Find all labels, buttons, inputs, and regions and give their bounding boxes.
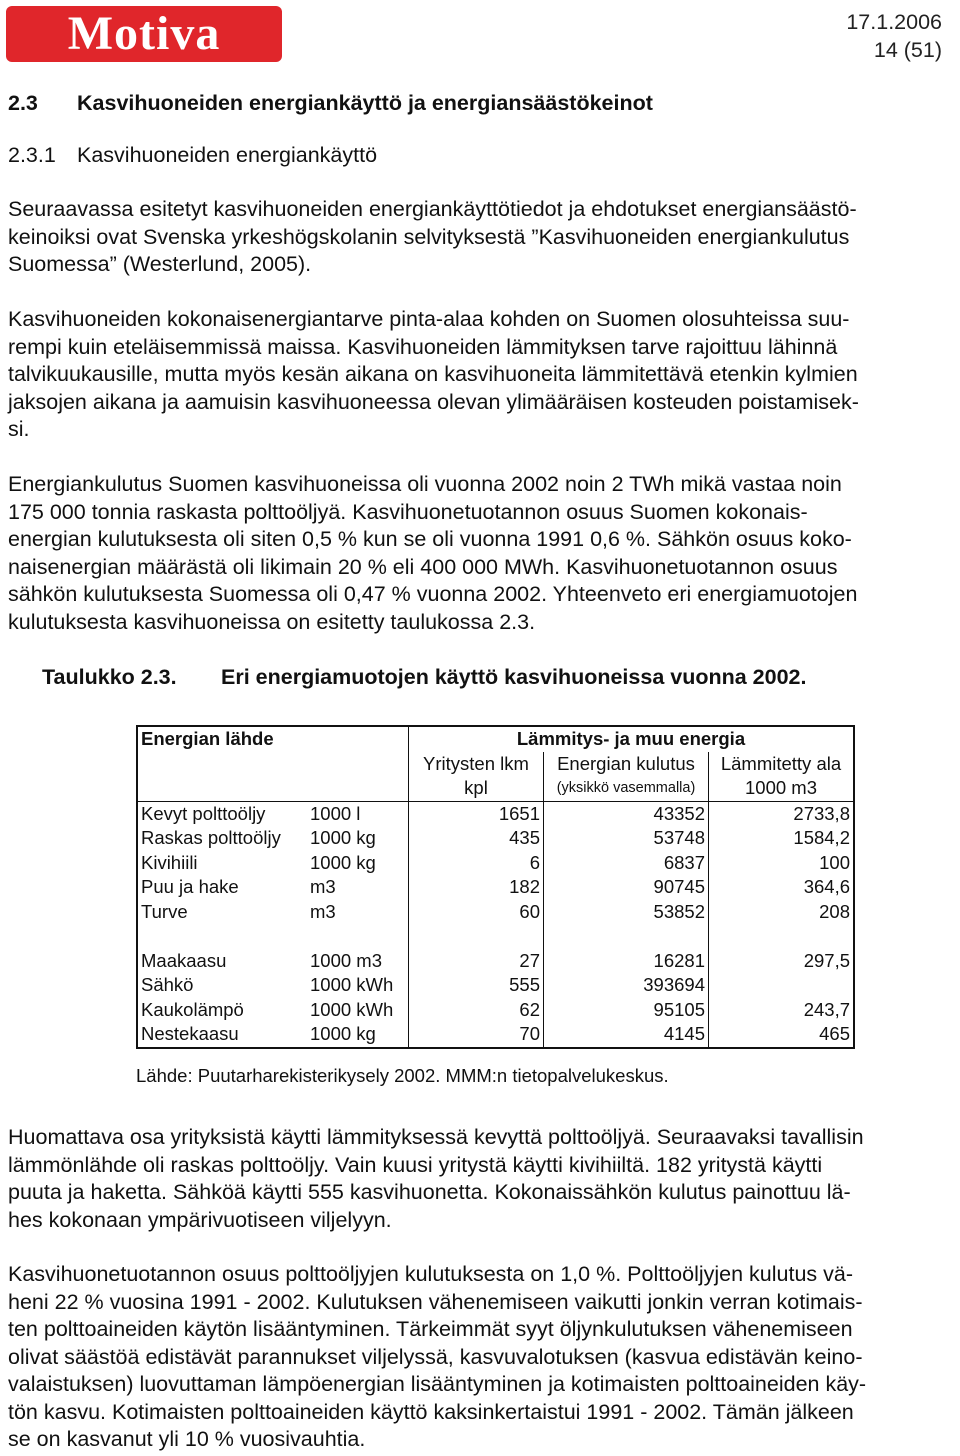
cell-consumption: 4145 — [544, 1022, 709, 1048]
cell-unit: 1000 kg — [310, 827, 376, 848]
cell-unit: 1000 kg — [310, 851, 376, 873]
table-row — [137, 973, 854, 998]
cell-companies: 70 — [409, 1022, 544, 1048]
text-line: energian kulutuksesta oli siten 0,5 % kun se oli vuonna 1991 0,6 %. Sähkön osuus koko- — [8, 527, 852, 551]
table-subheader-row-1 — [137, 752, 854, 777]
text-line: rempi kuin eteläisemmissä maissa. Kasvihuoneiden lämmityksen tarve rajoittuu lähinnä — [8, 334, 838, 359]
table-source-note: Lähde: Puutarharekisterikysely 2002. MMM:n tietopalvelukeskus. — [136, 1065, 669, 1086]
cell-area: 243,7 — [709, 998, 855, 1023]
page-number: 14 (51) — [873, 38, 942, 62]
section-title: Kasvihuoneiden energiankäyttö ja energiansäästökeinot — [77, 91, 653, 115]
cell-companies: 1651 — [409, 801, 544, 826]
text-line: kulutuksesta kasvihuoneissa on esitetty taulukossa 2.3. — [8, 609, 536, 634]
logo-text: Motiva — [67, 7, 221, 60]
table-caption-number: Taulukko 2.3. — [42, 665, 177, 689]
document-date: 17.1.2006 — [846, 10, 942, 34]
cell-area: 297,5 — [709, 949, 855, 974]
table-row — [137, 801, 854, 826]
table-row — [137, 998, 854, 1023]
table-header-row — [137, 726, 854, 752]
section-heading — [8, 90, 653, 118]
header-consumption: Energian kulutus — [544, 752, 709, 777]
cell-area: 100 — [709, 851, 855, 876]
cell-source: Puu ja hake — [141, 876, 239, 897]
text-line: valaistuksen) luovuttaman lämpöenergian lisääntyminen ja kotimaisten polttoaineiden käy- — [8, 1372, 867, 1396]
table-row — [137, 900, 854, 925]
cell-consumption: 95105 — [544, 998, 709, 1023]
text-line: naisenergian määrästä oli likimain 20 % eli 400 000 MWh. Kasvihuonetuotannon osuus — [8, 554, 838, 579]
table-row — [137, 1022, 854, 1048]
text-line: keinoiksi ovat Svenska yrkeshögskolanin selvityksestä ”Kasvihuoneiden energiankulutus — [8, 224, 850, 249]
table-caption-title: Eri energiamuotojen käyttö kasvihuoneissa vuonna 2002. — [221, 665, 807, 689]
cell-consumption: 16281 — [544, 949, 709, 974]
text-line: olivat säästöä edistävät parannukset viljelyssä, kasvuvalotuksen (kasvua edistävän keino- — [8, 1344, 863, 1369]
cell-source: Kevyt polttoöljy — [141, 802, 266, 824]
table-subheader-row-2 — [137, 776, 854, 801]
text-line: Huomattava osa yrityksistä käytti lämmityksessä kevyttä polttoöljyä. Seuraavaksi tavallisin — [8, 1125, 864, 1149]
table-row — [137, 949, 854, 974]
cell-area: 208 — [709, 900, 855, 925]
cell-source: Nestekaasu — [141, 1023, 239, 1044]
paragraph-5 — [8, 1261, 958, 1454]
paragraph-2 — [8, 306, 958, 444]
text-line: jaksojen aikana ja aamuisin kasvihuoneessa olevan ylimääräisen kosteuden poistamisek- — [8, 389, 859, 414]
text-line: sähkön kulutuksesta Suomessa oli 0,47 % vuonna 2002. Yhteenveto eri energiamuotojen — [8, 582, 858, 606]
cell-unit: 1000 l — [310, 802, 361, 824]
text-line: Kasvihuonetuotannon osuus polttoöljyjen kulutuksesta on 1,0 %. Polttoöljyjen kulutus vä- — [8, 1262, 854, 1286]
header-companies-unit: kpl — [409, 776, 544, 801]
text-line: talvikuukausille, mutta myös kesän aikana on kasvihuoneita lämmitettävä etenkin kylmien — [8, 362, 858, 386]
cell-companies: 555 — [409, 973, 544, 998]
cell-area: 364,6 — [709, 875, 855, 900]
table-caption — [42, 664, 806, 692]
cell-source: Raskas polttoöljy — [141, 827, 281, 848]
cell-consumption: 53852 — [544, 900, 709, 925]
cell-companies: 435 — [409, 826, 544, 851]
table-row — [137, 875, 854, 900]
cell-unit: m3 — [310, 900, 336, 922]
motiva-logo — [6, 6, 282, 62]
cell-companies: 27 — [409, 949, 544, 974]
cell-area — [709, 973, 855, 998]
energy-table — [136, 725, 855, 1049]
cell-unit: m3 — [310, 876, 336, 897]
cell-companies: 6 — [409, 851, 544, 876]
text-line: Suomessa” (Westerlund, 2005). — [8, 252, 312, 276]
subsection-heading — [8, 142, 377, 170]
header-unit-spacer — [307, 726, 409, 752]
cell-consumption: 53748 — [544, 826, 709, 851]
cell-area: 1584,2 — [709, 826, 855, 851]
text-line: lämmönlähde oli raskas polttoöljy. Vain kuusi yritystä käytti kivihiiltä. 182 yritystä käytti — [8, 1152, 823, 1177]
header-consumption-unit: (yksikkö vasemmalla) — [544, 776, 709, 801]
text-line: Kasvihuoneiden kokonaisenergiantarve pinta-alaa kohden on Suomen olosuhteissa suu- — [8, 307, 850, 331]
header-heated-area: Lämmitetty ala — [709, 752, 855, 777]
cell-unit: 1000 kWh — [310, 998, 394, 1020]
cell-consumption: 43352 — [544, 801, 709, 826]
cell-consumption: 90745 — [544, 875, 709, 900]
cell-area: 465 — [709, 1022, 855, 1048]
header-meta — [846, 8, 942, 64]
table-spacer-row — [137, 924, 854, 949]
cell-source: Kaukolämpö — [141, 998, 244, 1020]
text-line: puuta ja haketta. Sähköä käytti 555 kasvihuonetta. Kokonaissähkön kulutus painottuu lä- — [8, 1180, 851, 1204]
text-line: tön kasvu. Kotimaisten polttoaineiden käyttö kaksinkertaistui 1991 - 2002. Tämän jälkeen — [8, 1399, 854, 1424]
cell-companies: 182 — [409, 875, 544, 900]
paragraph-3 — [8, 471, 958, 636]
text-line: se on kasvanut yli 10 % vuosivauhtia. — [8, 1427, 366, 1451]
text-line: ten polttoaineiden käytön lisääntyminen. Tärkeimmät syyt öljynkulutuksen vähenemiseen — [8, 1317, 853, 1341]
header-energy-source: Energian lähde — [141, 728, 274, 749]
table-row — [137, 851, 854, 876]
subsection-number: 2.3.1 — [8, 143, 56, 167]
cell-unit: 1000 kg — [310, 1023, 376, 1044]
paragraph-4 — [8, 1124, 958, 1234]
paragraph-1 — [8, 196, 958, 279]
text-line: hes kokonaan ympärivuotiseen viljelyyn. — [8, 1207, 392, 1232]
cell-source: Turve — [141, 900, 188, 922]
cell-unit: 1000 kWh — [310, 974, 394, 995]
text-line: si. — [8, 417, 30, 441]
cell-companies: 62 — [409, 998, 544, 1023]
cell-source: Sähkö — [141, 974, 194, 995]
cell-consumption: 393694 — [544, 973, 709, 998]
cell-consumption: 6837 — [544, 851, 709, 876]
cell-unit: 1000 m3 — [310, 949, 382, 971]
subsection-title: Kasvihuoneiden energiankäyttö — [77, 143, 378, 167]
text-line: Seuraavassa esitetyt kasvihuoneiden energiankäyttötiedot ja ehdotukset energiansäästö- — [8, 197, 857, 221]
cell-area: 2733,8 — [709, 801, 855, 826]
header-heating-group: Lämmitys- ja muu energia — [409, 726, 855, 752]
text-line: heni 22 % vuosina 1991 - 2002. Kulutuksen vähenemiseen vaikutti jonkin verran kotimais- — [8, 1289, 863, 1314]
header-companies: Yritysten lkm — [409, 752, 544, 777]
section-number: 2.3 — [8, 91, 38, 115]
text-line: 175 000 tonnia raskasta polttoöljyä. Kasvihuonetuotannon osuus Suomen kokonais- — [8, 499, 808, 524]
cell-source: Kivihiili — [141, 851, 198, 873]
cell-source: Maakaasu — [141, 949, 227, 971]
cell-companies: 60 — [409, 900, 544, 925]
header-area-unit: 1000 m3 — [709, 776, 855, 801]
text-line: Energiankulutus Suomen kasvihuoneissa oli vuonna 2002 noin 2 TWh mikä vastaa noin — [8, 472, 842, 496]
table-row — [137, 826, 854, 851]
